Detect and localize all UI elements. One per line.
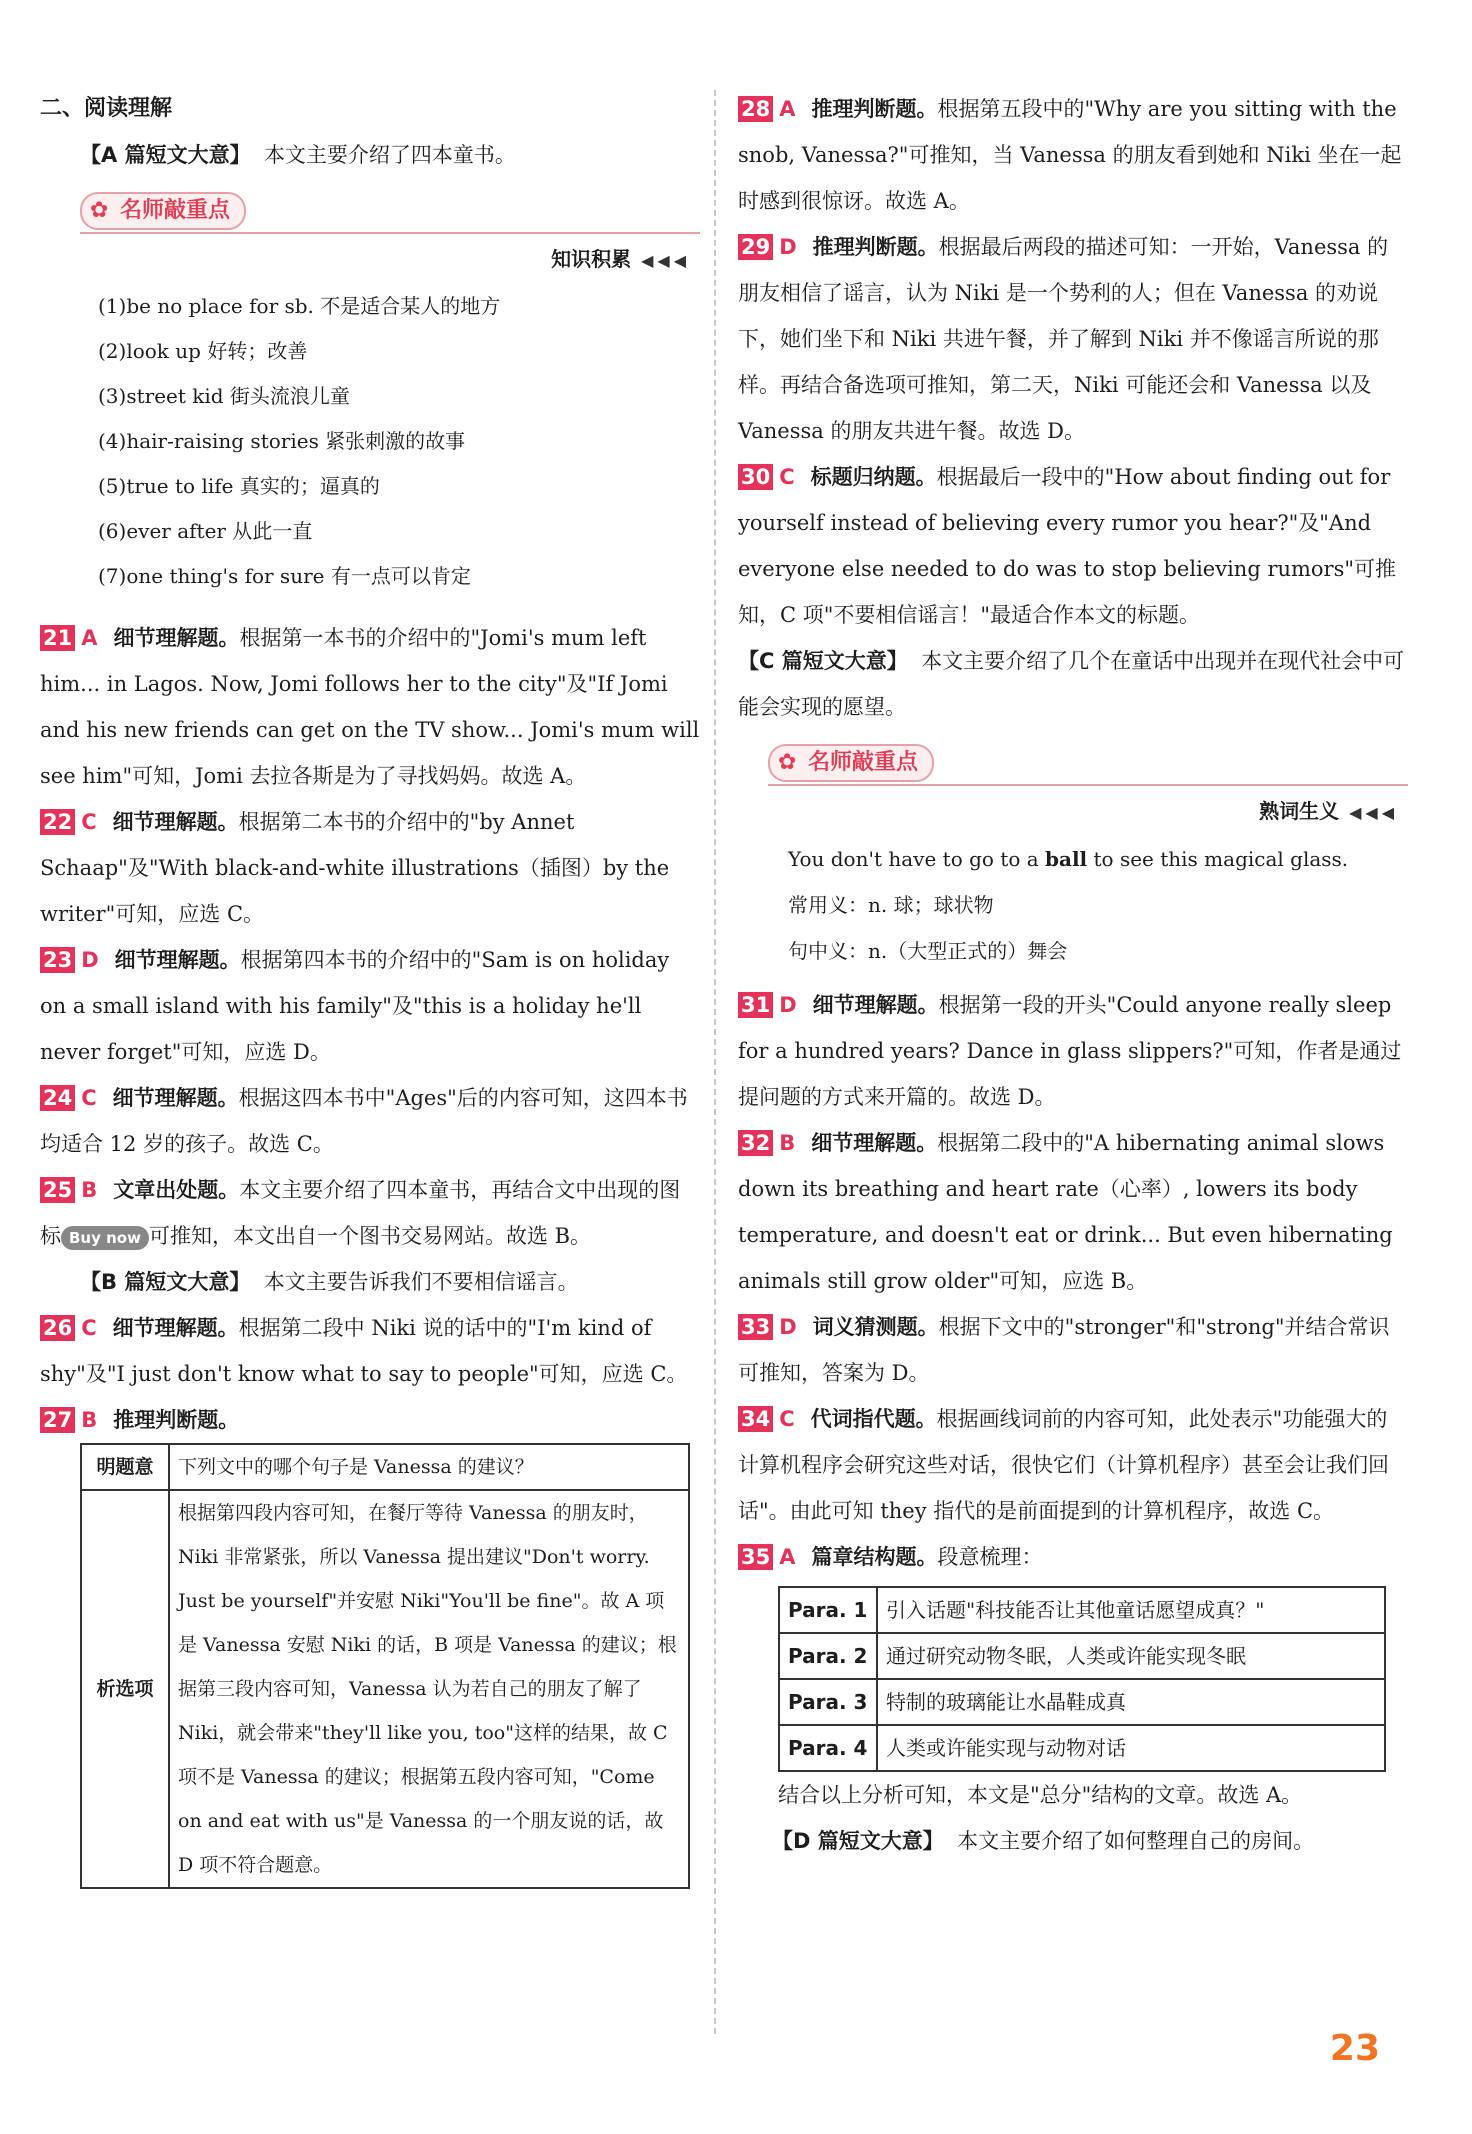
- summary-a: 【A 篇短文大意】 本文主要介绍了四本童书。: [80, 143, 516, 167]
- triangle-arrows-icon: ◀◀◀: [1349, 803, 1398, 822]
- knowledge-item: (4)hair-raising stories 紧张刺激的故事: [98, 429, 466, 453]
- table-row: Para. 2 通过研究动物冬眠，人类或许能实现冬眠: [779, 1633, 1385, 1679]
- summary-c: 【C 篇短文大意】 本文主要介绍了几个在童话中出现并在现代社会中可能会实现的愿望。: [738, 649, 1405, 719]
- vocab-box: [738, 836, 1408, 974]
- answer-31: 31 D 细节理解题。根据第一段的开头"Could anyone really sleep for a hundred years? Dance in glass slippers?"可知，作者是通过提问题的方式来开篇的。故选 D。: [738, 993, 1402, 1109]
- answer-33: 33 D 词义猜测题。根据下文中的"stronger"和"strong"并结合常识可推知，答案为 D。: [738, 1315, 1390, 1385]
- buy-now-icon: Buy now: [61, 1226, 149, 1250]
- answer-22: 22 C 细节理解题。根据第二本书的介绍中的"by Annet Schaap"及"With black-and-white illustrations（插图）by the writer"可知，应选 C。: [40, 810, 670, 926]
- q27-analysis-table: [80, 1443, 690, 1889]
- banner-c: [768, 742, 1408, 786]
- knowledge-list: [40, 284, 700, 599]
- banner-title: ✿ 名师敲重点: [768, 744, 934, 782]
- page-number: 23: [1329, 2028, 1380, 2069]
- vocab-context: 句中义：n.（大型正式的）舞会: [788, 939, 1068, 963]
- table-label: 明题意: [81, 1444, 169, 1490]
- flower-icon: ✿: [90, 198, 109, 223]
- answer-28: 28 A 推理判断题。根据第五段中的"Why are you sitting with the snob, Vanessa?"可推知，当 Vanessa 的朋友看到她和 Niki 坐在一起时感到很惊讶。故选 A。: [738, 97, 1402, 213]
- vocab-sentence: You don't have to go to a ball to see this magical glass.: [788, 847, 1349, 871]
- q35-conclusion: 结合以上分析可知，本文是"总分"结构的文章。故选 A。: [778, 1783, 1303, 1807]
- flower-icon: ✿: [778, 750, 797, 775]
- section-title: 二、阅读理解: [40, 96, 173, 121]
- knowledge-item: (3)street kid 街头流浪儿童: [98, 384, 350, 408]
- answer-29: 29 D 推理判断题。根据最后两段的描述可知：一开始，Vanessa 的朋友相信了谣言，认为 Niki 是一个势利的人；但在 Vanessa 的劝说下，她们坐下和 Niki 共进午餐，并了解到 Niki 并不像谣言所说的那样。再结合备选项可推知，第二天，Niki 可能还会和 Vanessa 以及 Vanessa 的朋友共进午餐。故选 D。: [738, 235, 1389, 443]
- summary-b: 【B 篇短文大意】 本文主要告诉我们不要相信谣言。: [80, 1270, 579, 1294]
- table-label: 析选项: [81, 1490, 169, 1888]
- answer-35: 35 A 篇章结构题。段意梳理：: [738, 1534, 1408, 1580]
- answer-27: 27 B 推理判断题。: [40, 1397, 700, 1443]
- answer-21: 21 A 细节理解题。根据第一本书的介绍中的"Jomi's mum left him... in Lagos. Now, Jomi follows her to the city"及"If Jomi and his new friends can get on the TV show... Jomi's mum will see him"可知，Jomi 去拉各斯是为了寻找妈妈。故选 A。: [40, 626, 700, 788]
- left-column: [40, 86, 700, 1889]
- table-question: 下列文中的哪个句子是 Vanessa 的建议？: [169, 1444, 689, 1490]
- answer-30: 30 C 标题归纳题。根据最后一段中的"How about finding out for yourself instead of believing every rumor you hear?"及"And everyone else needed to do was to stop believing rumors"可推知，C 项"不要相信谣言！"最适合作本文的标题。: [738, 465, 1397, 627]
- paragraph-table: [778, 1586, 1386, 1772]
- table-analysis: 根据第四段内容可知，在餐厅等待 Vanessa 的朋友时，Niki 非常紧张，所以 Vanessa 提出建议"Don't worry. Just be yourself"并安慰 Niki"You'll be fine"。故 A 项是 Vanessa 安慰 Niki 的话，B 项是 Vanessa 的建议；根据第三段内容可知，Vanessa 认为若自己的朋友了解了 Niki，就会带来"they'll like you, too"这样的结果，故 C 项不是 Vanessa 的建议；根据第五段内容可知，"Come on and eat with us"是 Vanessa 的一个朋友说的话，故 D 项不符合题意。: [169, 1490, 689, 1888]
- banner-subtitle: 知识积累 ◀◀◀: [551, 247, 690, 271]
- table-row: Para. 1 引入话题"科技能否让其他童话愿望成真？": [779, 1587, 1385, 1633]
- column-divider: [714, 90, 716, 2034]
- answer-23: 23 D 细节理解题。根据第四本书的介绍中的"Sam is on holiday on a small island with his family"及"this is a holiday he'll never forget"可知，应选 D。: [40, 948, 670, 1064]
- table-row: Para. 4 人类或许能实现与动物对话: [779, 1725, 1385, 1771]
- knowledge-item: (2)look up 好转；改善: [98, 339, 308, 363]
- table-row: Para. 3 特制的玻璃能让水晶鞋成真: [779, 1679, 1385, 1725]
- knowledge-item: (6)ever after 从此一直: [98, 519, 313, 543]
- banner-subtitle: 熟词生义 ◀◀◀: [1259, 799, 1398, 823]
- vocab-common: 常用义：n. 球；球状物: [788, 893, 994, 917]
- triangle-arrows-icon: ◀◀◀: [641, 251, 690, 270]
- answer-24: 24 C 细节理解题。根据这四本书中"Ages"后的内容可知，这四本书均适合 12 岁的孩子。故选 C。: [40, 1086, 688, 1156]
- right-column: [738, 86, 1408, 1864]
- knowledge-item: (5)true to life 真实的；逼真的: [98, 474, 380, 498]
- banner-a: [80, 190, 700, 234]
- summary-d: 【D 篇短文大意】 本文主要介绍了如何整理自己的房间。: [772, 1829, 1315, 1853]
- knowledge-item: (7)one thing's for sure 有一点可以肯定: [98, 564, 471, 588]
- answer-26: 26 C 细节理解题。根据第二段中 Niki 说的话中的"I'm kind of shy"及"I just don't know what to say to people"可知，应选 C。: [40, 1316, 688, 1386]
- knowledge-item: (1)be no place for sb. 不是适合某人的地方: [98, 294, 501, 318]
- answer-34: 34 C 代词指代题。根据画线词前的内容可知，此处表示"功能强大的计算机程序会研究这些对话，很快它们（计算机程序）甚至会让我们回话"。由此可知 they 指代的是前面提到的计算机程序，故选 C。: [738, 1407, 1389, 1523]
- banner-title: ✿ 名师敲重点: [80, 192, 246, 230]
- answer-32: 32 B 细节理解题。根据第二段中的"A hibernating animal slows down its breathing and heart rate（心率）, lowers its body temperature, and doesn't eat or drink... But even hibernating animals still grow older"可知，应选 B。: [738, 1131, 1393, 1293]
- answer-25: 25 B 文章出处题。本文主要介绍了四本童书，再结合文中出现的图标 Buy now 可推知，本文出自一个图书交易网站。故选 B。: [40, 1178, 681, 1248]
